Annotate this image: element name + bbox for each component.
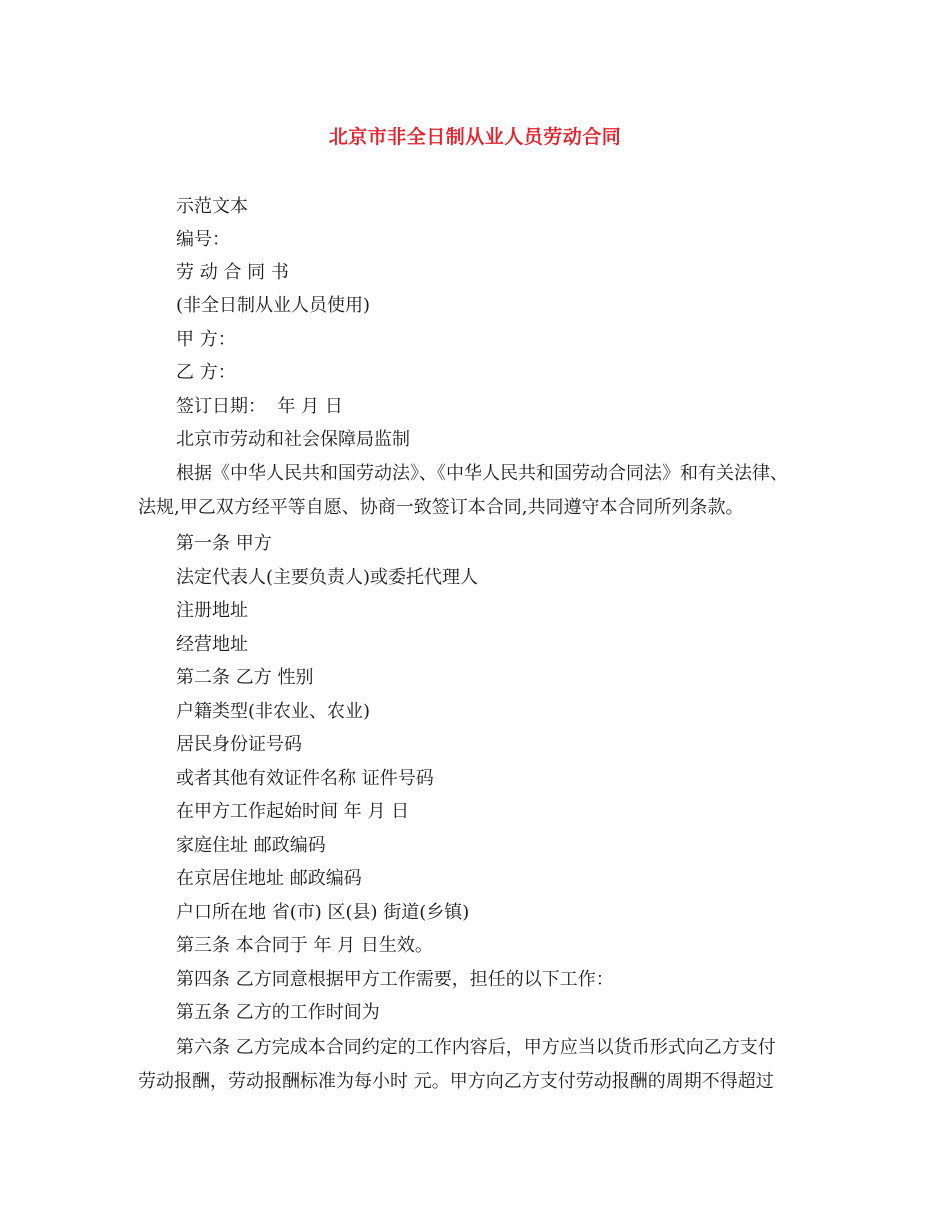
text-line-article-5: 第五条 乙方的工作时间为	[176, 1002, 380, 1023]
document-title: 北京市非全日制从业人员劳动合同	[328, 126, 622, 148]
text-line-number: 编号：	[176, 229, 230, 250]
text-line-preamble-cont: 法规,甲乙双方经平等自愿、协商一致签订本合同,共同遵守本合同所列条款。	[138, 497, 744, 518]
text-line-party-a: 甲 方：	[176, 329, 236, 350]
text-line-id-number: 居民身份证号码	[176, 734, 302, 755]
text-line-hukou-location: 户口所在地 省(市) 区(县) 街道(乡镇)	[176, 902, 470, 923]
text-line-reg-address: 注册地址	[176, 600, 248, 621]
text-line-home-address: 家庭住址 邮政编码	[176, 835, 326, 856]
text-line-party-b: 乙 方：	[176, 362, 236, 383]
text-line-op-address: 经营地址	[176, 634, 248, 655]
text-line-start-time: 在甲方工作起始时间 年 月 日	[176, 801, 410, 822]
text-line-supervisor: 北京市劳动和社会保障局监制	[176, 429, 410, 450]
text-line-article-4: 第四条 乙方同意根据甲方工作需要，担任的以下工作：	[176, 969, 614, 990]
text-line-beijing-address: 在京居住地址 邮政编码	[176, 868, 362, 889]
text-line-usage-note: (非全日制从业人员使用)	[176, 295, 371, 316]
text-line-preamble: 根据《中华人民共和国劳动法》、《中华人民共和国劳动合同法》和有关法律、	[176, 463, 788, 484]
text-line-hukou-type: 户籍类型(非农业、农业)	[176, 701, 371, 722]
text-line-article-2: 第二条 乙方 性别	[176, 667, 314, 688]
text-line-sign-date: 签订日期： 年 月 日	[176, 396, 343, 417]
text-line-sample: 示范文本	[176, 196, 248, 217]
text-line-article-1: 第一条 甲方	[176, 533, 272, 554]
text-line-contract-heading: 劳 动 合 同 书	[176, 262, 289, 283]
text-line-article-6-cont: 劳动报酬，劳动报酬标准为每小时 元。甲方向乙方支付劳动报酬的周期不得超过	[138, 1071, 774, 1092]
text-line-article-6: 第六条 乙方完成本合同约定的工作内容后，甲方应当以货币形式向乙方支付	[176, 1037, 776, 1058]
text-line-other-id: 或者其他有效证件名称 证件号码	[176, 768, 434, 789]
text-line-article-3: 第三条 本合同于 年 月 日生效。	[176, 935, 433, 956]
text-line-legal-rep: 法定代表人(主要负责人)或委托代理人	[176, 567, 479, 588]
